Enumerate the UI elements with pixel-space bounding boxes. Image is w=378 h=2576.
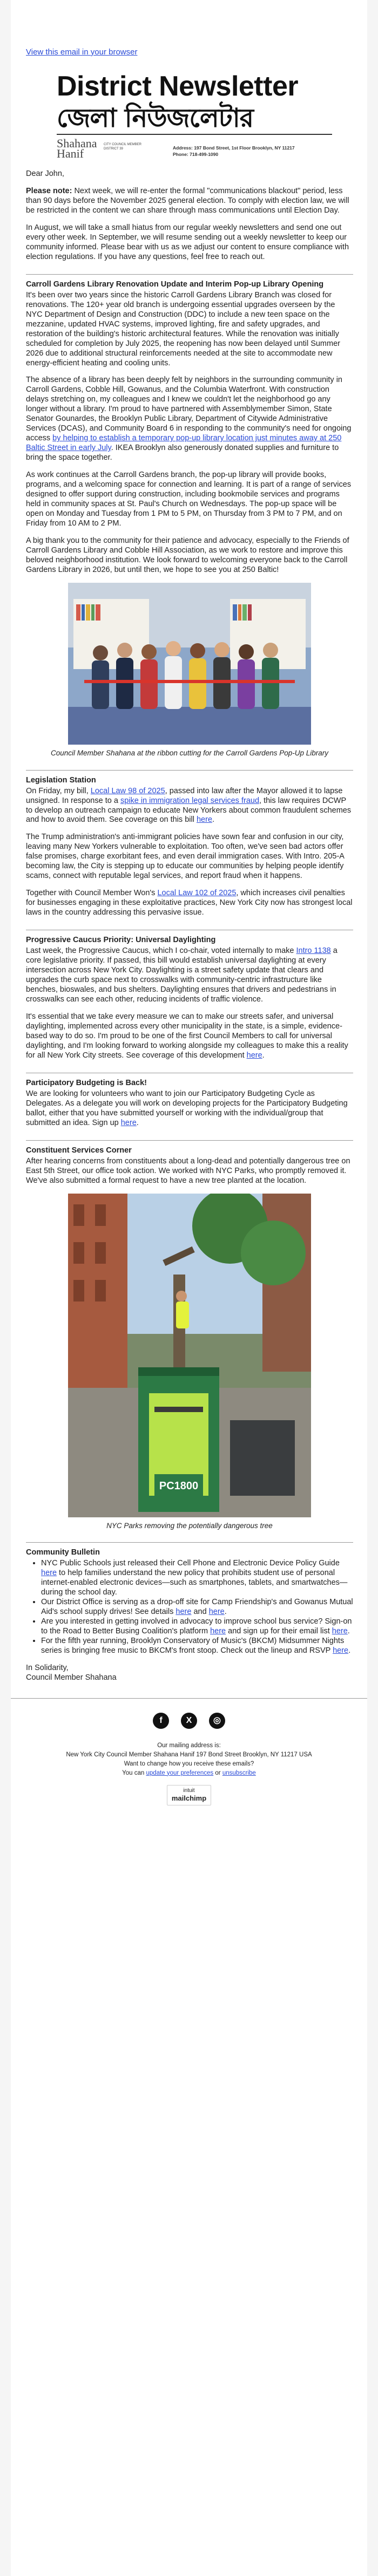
text: and sign up for their email list bbox=[226, 1627, 332, 1636]
please-note-label: Please note: bbox=[26, 186, 72, 195]
bkcm-rsvp-link[interactable]: here bbox=[333, 1646, 349, 1655]
library-paragraph-3: As work continues at the Carroll Gardens branch, the pop-up library will provide books, programs, and a welcoming space for connection and learning. It is part of a range of services designed to offer support during construction, including bookmobile services and programs held in community spaces at St. Paul's Church on Wednesdays. The pop-up space will be open on Monday and Tuesday from 1 PM to 5 PM, on Thursday from 3 PM to 7 PM, and on Friday from 10 AM to 2 PM. bbox=[26, 471, 352, 528]
signoff-line-1: In Solidarity, bbox=[26, 1663, 69, 1672]
newsletter-title-bengali: জেলা নিউজলেটার bbox=[57, 103, 254, 133]
legislation-heading: Legislation Station bbox=[26, 775, 96, 785]
legislation-paragraph-3 bbox=[26, 889, 353, 918]
masthead bbox=[11, 67, 367, 169]
council-member-subtitle: CITY COUNCIL MEMBER DISTRICT 39 bbox=[104, 143, 142, 151]
change-preferences-text: Want to change how you receive these emails? bbox=[124, 1760, 254, 1767]
preheader bbox=[11, 0, 367, 57]
x-twitter-icon[interactable]: X bbox=[181, 1713, 197, 1729]
instagram-icon[interactable]: ◎ bbox=[209, 1713, 225, 1729]
text: We are looking for volunteers who want to join our Participatory Budgeting Cycle as Delegates. As a delegate you will work on developing projects for the Participatory Budgeting ballot, either that you have submitted yourself or working with the individual/group that submitted an idea. Sign up bbox=[26, 1089, 348, 1127]
newsletter-title: District Newsletter bbox=[57, 71, 299, 102]
social-links bbox=[11, 1713, 367, 1729]
library-paragraph-4: A big thank you to the community for their patience and advocacy, especially to the Friends of Carroll Gardens Library and Cobble Hill Association, as we work to restore and improve this beloved neighborhood institution. We look forward to welcoming everyone back to the Carroll Gardens Library in 2026, but until then, we hope to see you at 250 Baltic! bbox=[26, 536, 349, 574]
text: , which increases civil penalties for businesses engaging in these exploitative practices, New York City now has strongest local laws in the country addressing this pervasive issue. bbox=[26, 889, 353, 917]
text: Our District Office is serving as a drop-off site for Camp Friendship's and Gowanus Mutual Aid's school supply drives! See details bbox=[41, 1598, 353, 1617]
footer bbox=[11, 1698, 367, 1805]
bulletin-item bbox=[41, 1559, 353, 1598]
fraud-spike-link[interactable]: spike in immigration legal services fraud bbox=[120, 796, 260, 805]
legislation-section bbox=[26, 770, 353, 918]
masthead-address: Address: 197 Bond Street, 1st Floor Brooklyn, NY 11217 bbox=[173, 145, 295, 151]
text: Last week, the Progressive Caucus, which I co-chair, voted internally to make bbox=[26, 946, 296, 956]
text: . bbox=[212, 815, 215, 824]
text: a core legislative priority. If passed, this bill would establish universal daylighting at every intersection across New York City. Daylighting is a street safety update that clears and upgrades the curb space next to crosswalks with community-centric infrastructure like benches, bioswales, and bus shelters. Daylighting ensures that drivers and pedestrians in crosswalks can see each other, reducing incidents of traffic violence. bbox=[26, 946, 338, 1004]
text: For the fifth year running, Brooklyn Conservatory of Music's (BKCM) Midsummer Nights series is bringing free music to BKCM's front stoop. Check out the lineup and RSVP bbox=[41, 1637, 345, 1655]
device-policy-link[interactable]: here bbox=[41, 1569, 57, 1578]
local-law-102-link[interactable]: Local Law 102 of 2025 bbox=[157, 889, 237, 898]
please-note-text: Next week, we will re-enter the formal "communications blackout" period, less than 90 days before the November 2025 general election. To comply with election law, we will be restricted in the content we can share through mass communications until Election Day. bbox=[26, 186, 349, 215]
masthead-rule bbox=[57, 134, 332, 135]
busing-platform-link[interactable]: here bbox=[210, 1627, 226, 1636]
caucus-paragraph-1 bbox=[26, 946, 353, 1005]
signoff bbox=[26, 1664, 353, 1683]
toilet-label: PC1800 bbox=[159, 1480, 199, 1492]
preferences-line bbox=[11, 1769, 367, 1777]
mailchimp-badge[interactable] bbox=[167, 1785, 211, 1806]
mutual-aid-link[interactable]: here bbox=[208, 1607, 225, 1617]
local-law-98-link[interactable]: Local Law 98 of 2025 bbox=[90, 786, 165, 795]
text: . IKEA Brooklyn also generously donated supplies and furniture to bring the space together. bbox=[26, 444, 339, 462]
council-member-name bbox=[57, 138, 97, 159]
facebook-icon[interactable]: f bbox=[153, 1713, 169, 1729]
legislation-paragraph-2: The Trump administration's anti-immigrant policies have sown fear and confusion in our city, leaving many New Yorkers vulnerable to exploitation. Too often, we've seen bad actors offer false promises, charge exorbitant fees, and even derail immigration cases. With Intro. 205-A becoming law, the City is stepping up to educate our communities by helping people identify scams, connect with reputable legal services, and report fraud when it happens. bbox=[26, 833, 345, 881]
constituent-heading: Constituent Services Corner bbox=[26, 1146, 132, 1155]
pb-section bbox=[26, 1073, 353, 1128]
august-hiatus-paragraph: In August, we will take a small hiatus from our regular weekly newsletters and send one out every other week. In September, we will resume sending out a weekly newsletter to keep our community informed. Please bear with us as we adjust our content to ensure compliance with election regulations. If you have any questions, feel free to reach out. bbox=[26, 223, 349, 261]
coverage-link[interactable]: here bbox=[196, 815, 213, 824]
ribbon bbox=[84, 680, 295, 683]
library-paragraph-1: It's been over two years since the historic Carroll Gardens Library Branch was closed for renovations. The 120+ year old branch is undergoing essential upgrades overseen by the NYC Department of Design and Construction (DDC) to include a new teen space on the mezzanine, updated HVAC systems, improved lighting, fire and safety upgrades, and restoration of the building's historic architectural features. While the renovation was initially scheduled for completion by July 2025, the reopening has now been delayed until Summer 2026 due to additional structural reinforcements needed at the site to accommodate new energy-efficient heating and cooling units. bbox=[26, 290, 340, 367]
tree-removal-caption: NYC Parks removing the potentially dangerous tree bbox=[106, 1521, 273, 1530]
bulletin-item bbox=[41, 1637, 353, 1656]
pb-heading: Participatory Budgeting is Back! bbox=[26, 1078, 147, 1087]
ribbon-cutting-photo bbox=[68, 583, 311, 745]
library-paragraph-2 bbox=[26, 376, 353, 463]
view-in-browser-link[interactable]: View this email in your browser bbox=[26, 47, 138, 57]
signoff-line-2: Council Member Shahana bbox=[26, 1673, 117, 1682]
unsubscribe-link[interactable]: unsubscribe bbox=[222, 1769, 256, 1776]
text: , this law requires DCWP to develop an outreach campaign to educate New Yorkers about common fraudulent schemes and how to avoid them. See coverage on this bill bbox=[26, 796, 352, 824]
ribbon-cutting-caption: Council Member Shahana at the ribbon cutting for the Carroll Gardens Pop-Up Library bbox=[50, 748, 328, 757]
mailing-address: New York City Council Member Shahana Hanif 197 Bond Street Brooklyn, NY 11217 USA bbox=[66, 1751, 312, 1758]
email-container bbox=[11, 0, 367, 2576]
constituent-paragraph: After hearing concerns from constituents about a long-dead and potentially dangerous tree on East 5th Street, our office took action. We worked with NYC Parks, who promptly removed it. We've also submitted a formal request to have a new tree planted at the location. bbox=[26, 1156, 350, 1185]
text: or bbox=[213, 1769, 222, 1776]
legislation-paragraph-1 bbox=[26, 787, 353, 826]
mailing-address-label: Our mailing address is: bbox=[157, 1742, 221, 1749]
camp-friendship-link[interactable]: here bbox=[176, 1607, 192, 1617]
caucus-paragraph-2 bbox=[26, 1012, 353, 1061]
constituent-section bbox=[26, 1140, 353, 1531]
text: . bbox=[262, 1051, 265, 1060]
popup-library-link[interactable]: by helping to establish a temporary pop-up library location just minutes away at 250 Baltic Street in early July bbox=[26, 434, 342, 453]
text: . bbox=[136, 1118, 139, 1127]
text: to help families understand the new policy that prohibits student use of personal internet-enabled electronic devices—such as smartphones, tablets, and smartwatches—during the school day. bbox=[41, 1569, 348, 1597]
masthead-phone: Phone: 718-499-1090 bbox=[173, 152, 219, 157]
tree-removal-photo bbox=[68, 1194, 311, 1517]
text: . bbox=[347, 1627, 350, 1636]
bulletin-section bbox=[26, 1542, 353, 1656]
pb-signup-link[interactable]: here bbox=[120, 1118, 137, 1127]
text: You can bbox=[122, 1769, 146, 1776]
daylighting-coverage-link[interactable]: here bbox=[246, 1051, 262, 1060]
text: It's essential that we take every measure we can to make our streets safer, and universal daylighting, implemented across every other municipality in the state, is a simple, evidence-based way to do so. I'm proud to be one of the first Council Members to call for universal daylighting, and I'm looking forward to working alongside my colleagues to make this a reality for all New York City streets. See coverage of this development bbox=[26, 1012, 348, 1060]
newsletter-body bbox=[11, 169, 367, 1683]
text: On Friday, my bill, bbox=[26, 786, 91, 795]
bulletin-heading: Community Bulletin bbox=[26, 1548, 100, 1557]
name-line-1: Shahana bbox=[57, 137, 97, 150]
text: Are you interested in getting involved in advocacy to improve school bus service? Sign-on to the Road to Better Busing Coalition's platform bbox=[41, 1617, 352, 1636]
text: , passed into law after the Mayor allowed it to lapse unsigned. In response to a bbox=[26, 786, 343, 805]
intuit-label: intuit bbox=[183, 1787, 195, 1794]
caucus-heading: Progressive Caucus Priority: Universal Daylighting bbox=[26, 936, 216, 945]
greeting: Dear John, bbox=[26, 169, 64, 178]
library-section bbox=[26, 274, 353, 758]
intro-1138-link[interactable]: Intro 1138 bbox=[296, 946, 331, 956]
bulletin-item bbox=[41, 1617, 353, 1637]
text: The absence of a library has been deeply felt by neighbors in the surrounding community in Carroll Gardens, Cobble Hill, Gowanus, and the Columbia Waterfront. With construction delays stretching on, my colleagues and I knew we couldn't let the neighborhood go any longer without a library. I'm proud to have partnered with Assemblymember Simon, State Senator Gounardes, the Brooklyn Public Library, Department of Citywide Administrative Services (DCAS), and Community Board 6 in responding to the community's need for ongoing access bbox=[26, 376, 352, 443]
text: NYC Public Schools just released their Cell Phone and Electronic Device Policy Guide bbox=[41, 1559, 340, 1568]
name-line-2: Hanif bbox=[57, 147, 84, 160]
pb-paragraph bbox=[26, 1089, 353, 1128]
bulletin-list bbox=[26, 1559, 353, 1656]
mailchimp-label: mailchimp bbox=[171, 1794, 207, 1803]
text: Together with Council Member Won's bbox=[26, 889, 158, 898]
text: . bbox=[348, 1646, 351, 1655]
text: and bbox=[191, 1607, 209, 1617]
update-preferences-link[interactable]: update your preferences bbox=[146, 1769, 214, 1776]
library-heading: Carroll Gardens Library Renovation Update and Interim Pop-up Library Opening bbox=[26, 280, 324, 289]
text: . bbox=[224, 1607, 227, 1617]
masthead-contact bbox=[173, 145, 295, 158]
caucus-section bbox=[26, 930, 353, 1061]
busing-email-list-link[interactable]: here bbox=[332, 1627, 348, 1636]
bulletin-item bbox=[41, 1598, 353, 1617]
please-note-paragraph bbox=[26, 187, 353, 216]
